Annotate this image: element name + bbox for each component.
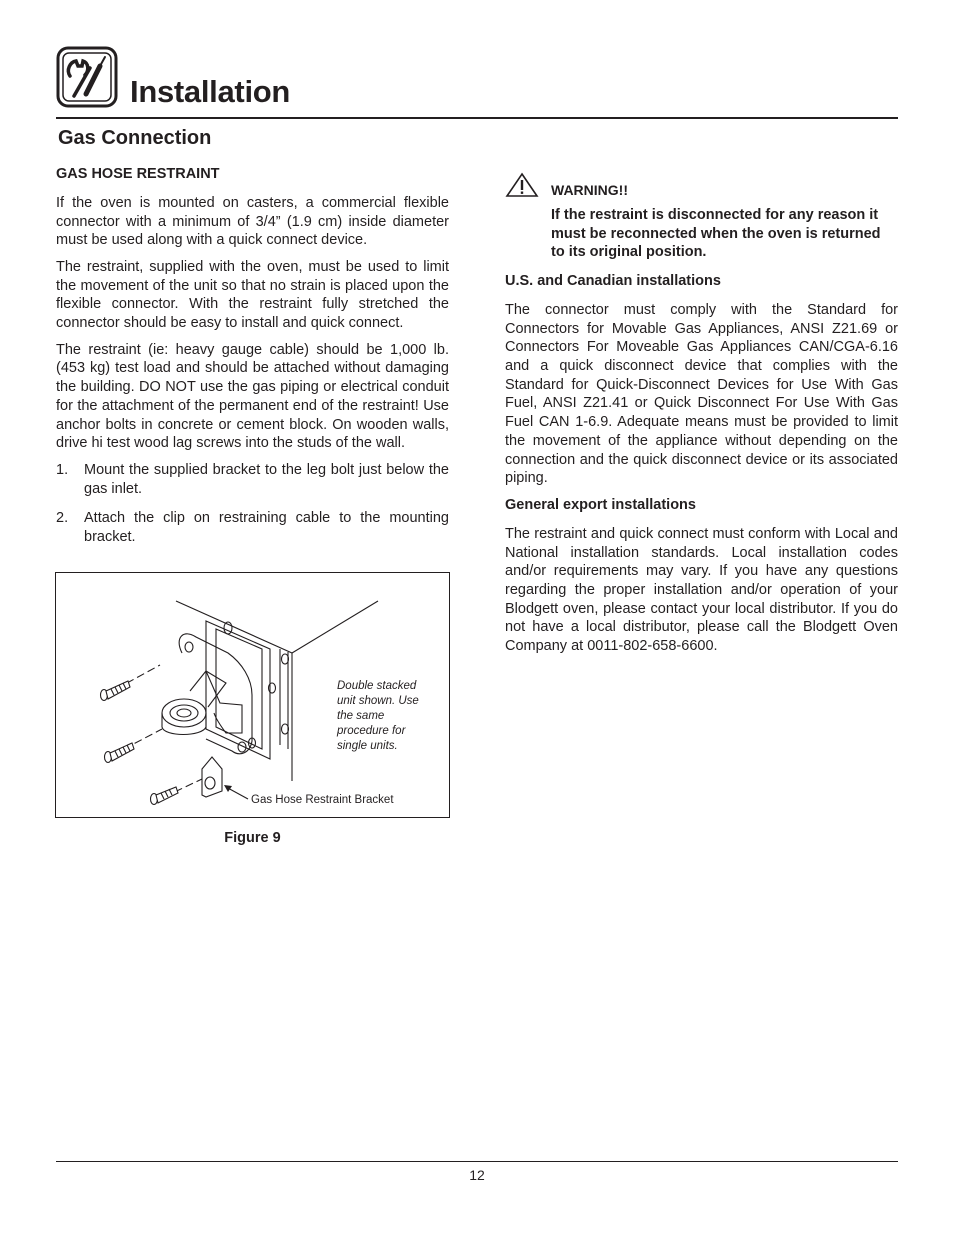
warning-triangle-icon [505,172,539,198]
left-column [56,165,449,558]
figure-9-illustration [55,572,450,818]
warning-header [505,172,898,198]
general-export-heading: General export installations [505,496,696,513]
figure-caption: Figure 9 [224,830,281,846]
header-rule [56,117,898,119]
figure-note: Double stacked unit shown. Use the same procedure for single units. [337,680,419,752]
step-number: 2. [56,510,69,527]
steps-list [56,461,449,547]
gas-hose-restraint-heading: GAS HOSE RESTRAINT [56,166,220,182]
list-item [56,509,449,546]
paragraph: If the oven is mounted on casters, a commercial flexible connector with a minimum of 3/4” (1.9 cm) inside diameter must be used along with a quick connect device. [56,194,449,249]
section-title: Gas Connection [58,127,212,149]
step-number: 1. [56,461,69,478]
wrench-screwdriver-icon [56,46,118,108]
page-number: 12 [469,1167,485,1183]
warning-text: If the restraint is disconnected for any reason it must be reconnected when the oven is returned to its original position. [551,207,881,261]
step-text: Mount the supplied bracket to the leg bolt just below the gas inlet. [84,461,449,497]
paragraph: The restraint (ie: heavy gauge cable) should be 1,000 lb. (453 kg) test load and should be attached without damaging the building. DO NOT use the gas piping or electrical conduit for the attachment of the permanent end of the restraint! Use anchor bolts in concrete or cement block. On wooden walls, drive hi test wood lag screws into the studs of the wall. [56,341,449,452]
paragraph: The restraint, supplied with the oven, must be used to limit the movement of the unit so that no strain is placed upon the flexible connector. With the restraint fully stretched the connector should be easy to install and quick connect. [56,258,449,332]
step-text: Attach the clip on restraining cable to the mounting bracket. [84,510,449,546]
right-column [505,172,898,664]
footer-rule [56,1161,898,1162]
page-title: Installation [130,74,291,109]
bracket-label: Gas Hose Restraint Bracket [251,794,394,806]
us-canadian-heading: U.S. and Canadian installations [505,273,721,290]
paragraph: The restraint and quick connect must conform with Local and National installation standards. Local installation codes and/or requirements may vary. If you have any questions regarding the proper installation and/or operation of your Blodgett oven, please contact your local distributor. If you do not have a local distributor, please call the Blodgett Oven Company at 0011-802-658-6600. [505,525,898,655]
warning-heading: WARNING!! [551,182,628,198]
list-item [56,461,449,498]
paragraph: The connector must comply with the Standard for Connectors for Movable Gas Appliances, ANSI Z21.69 or Connectors For Moveable Gas Appliances CAN/CGA-6.16 and a quick disconnect device that complies with the Standard for Quick-Disconnect Devices for Use With Gas Fuel, ANSI Z21.41 or Quick Disconnect For Use With Gas Fuel CAN 1-6.9. Adequate means must be provided to limit the movement of the appliance without depending on the connection and the quick disconnect device or its associated piping. [505,301,898,487]
